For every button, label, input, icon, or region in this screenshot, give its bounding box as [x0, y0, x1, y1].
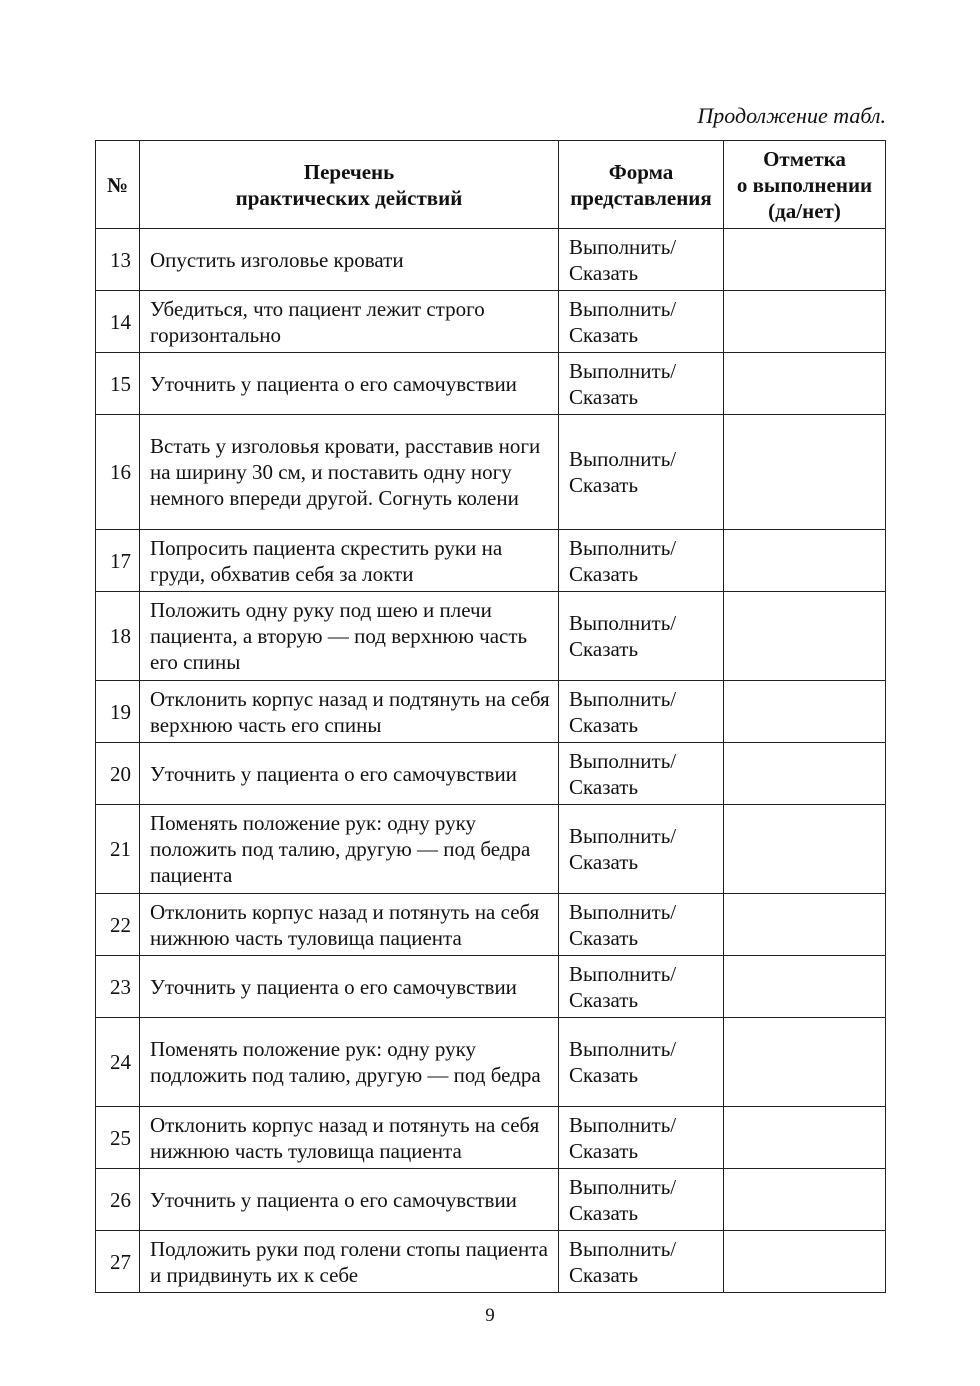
- row-number: 14: [96, 291, 140, 353]
- row-completion-mark: [724, 415, 886, 530]
- row-form: [559, 1169, 724, 1231]
- row-completion-mark: [724, 291, 886, 353]
- row-completion-mark: [724, 681, 886, 743]
- row-form: [559, 743, 724, 805]
- row-number: 18: [96, 592, 140, 681]
- table-row: [96, 1107, 886, 1169]
- row-form-line2: Сказать: [569, 850, 639, 874]
- row-number: 24: [96, 1018, 140, 1107]
- row-form: [559, 353, 724, 415]
- row-action: Отклонить корпус назад и потянуть на себя нижнюю часть туловища пациента: [140, 894, 559, 956]
- table-body: [96, 229, 886, 1293]
- row-form: [559, 681, 724, 743]
- table-row: [96, 1231, 886, 1293]
- row-completion-mark: [724, 229, 886, 291]
- row-number: 25: [96, 1107, 140, 1169]
- header-mark-line2: о выполнении: [736, 172, 873, 197]
- practical-actions-table: [95, 140, 886, 1293]
- table-row: [96, 291, 886, 353]
- row-form: [559, 1231, 724, 1293]
- header-mark-line1: Отметка: [763, 146, 846, 171]
- row-form-line1: Выполнить/: [569, 686, 677, 711]
- table-row: [96, 592, 886, 681]
- row-completion-mark: [724, 1018, 886, 1107]
- row-form-line2: Сказать: [569, 561, 639, 586]
- row-form-line2: Сказать: [569, 774, 639, 799]
- row-form-line2: Сказать: [569, 473, 639, 497]
- row-action: Подложить руки под голени стопы пациента и придвинуть их к себе: [140, 1231, 559, 1293]
- row-form: [559, 592, 724, 681]
- table-row: [96, 415, 886, 530]
- row-completion-mark: [724, 956, 886, 1018]
- row-form-line2: Сказать: [569, 987, 639, 1012]
- row-action: Отклонить корпус назад и подтянуть на себя верхнюю часть его спины: [140, 681, 559, 743]
- header-actions: [140, 141, 559, 229]
- row-completion-mark: [724, 1107, 886, 1169]
- row-form-line1: Выполнить/: [569, 611, 677, 635]
- row-completion-mark: [724, 894, 886, 956]
- row-number: 17: [96, 530, 140, 592]
- row-number: 23: [96, 956, 140, 1018]
- row-action: Поменять положение рук: одну руку положить под талию, другую — под бедра пациента: [140, 805, 559, 894]
- table-row: [96, 805, 886, 894]
- header-mark-line3: (да/нет): [768, 198, 841, 223]
- table-row: [96, 681, 886, 743]
- row-action: Отклонить корпус назад и потянуть на себя нижнюю часть туловища пациента: [140, 1107, 559, 1169]
- table-header-row: [96, 141, 886, 229]
- row-number: 26: [96, 1169, 140, 1231]
- table-row: [96, 229, 886, 291]
- header-mark: [724, 141, 886, 229]
- row-form-line2: Сказать: [569, 1262, 639, 1287]
- row-form-line1: Выполнить/: [569, 535, 677, 560]
- row-action: Опустить изголовье кровати: [140, 229, 559, 291]
- row-action: Положить одну руку под шею и плечи пациента, а вторую — под верхнюю часть его спины: [140, 592, 559, 681]
- header-num: №: [96, 141, 140, 229]
- table-continuation-caption: Продолжение табл.: [697, 103, 886, 128]
- row-action: Попросить пациента скрестить руки на груди, обхватив себя за локти: [140, 530, 559, 592]
- page-number: 9: [485, 1305, 495, 1326]
- row-number: 16: [96, 415, 140, 530]
- header-form: [559, 141, 724, 229]
- row-form-line1: Выполнить/: [569, 1236, 677, 1261]
- row-form: [559, 1018, 724, 1107]
- row-form: [559, 530, 724, 592]
- row-form: [559, 894, 724, 956]
- row-form-line1: Выполнить/: [569, 234, 677, 259]
- row-completion-mark: [724, 743, 886, 805]
- row-form: [559, 805, 724, 894]
- row-action: Встать у изголовья кровати, расставив ноги на ширину 30 см, и поставить одну ногу немного впереди другой. Согнуть колени: [140, 415, 559, 530]
- row-form: [559, 229, 724, 291]
- header-actions-line1: Перечень: [303, 159, 395, 184]
- row-form-line1: Выполнить/: [569, 296, 677, 321]
- row-completion-mark: [724, 1169, 886, 1231]
- row-number: 15: [96, 353, 140, 415]
- row-form-line2: Сказать: [569, 322, 639, 347]
- row-form-line1: Выполнить/: [569, 824, 677, 848]
- row-form-line2: Сказать: [569, 925, 639, 950]
- row-form-line2: Сказать: [569, 1200, 639, 1225]
- row-action: Убедиться, что пациент лежит строго горизонтально: [140, 291, 559, 353]
- row-form-line2: Сказать: [569, 712, 639, 737]
- row-number: 21: [96, 805, 140, 894]
- row-action: Уточнить у пациента о его самочувствии: [140, 353, 559, 415]
- row-number: 22: [96, 894, 140, 956]
- row-form-line2: Сказать: [569, 1138, 639, 1163]
- row-form-line1: Выполнить/: [569, 1037, 677, 1061]
- row-number: 19: [96, 681, 140, 743]
- row-form-line2: Сказать: [569, 384, 639, 409]
- table-row: [96, 353, 886, 415]
- header-actions-line2: практических действий: [235, 185, 463, 210]
- row-form-line1: Выполнить/: [569, 899, 677, 924]
- row-form: [559, 1107, 724, 1169]
- row-completion-mark: [724, 1231, 886, 1293]
- row-action: Поменять положение рук: одну руку подложить под талию, другую — под бедра: [140, 1018, 559, 1107]
- row-action: Уточнить у пациента о его самочувствии: [140, 956, 559, 1018]
- header-form-line2: представления: [570, 185, 712, 210]
- row-form-line2: Сказать: [569, 1063, 639, 1087]
- table-row: [96, 743, 886, 805]
- row-form-line2: Сказать: [569, 260, 639, 285]
- row-action: Уточнить у пациента о его самочувствии: [140, 743, 559, 805]
- table-row: [96, 530, 886, 592]
- header-form-line1: Форма: [608, 159, 674, 184]
- row-action: Уточнить у пациента о его самочувствии: [140, 1169, 559, 1231]
- row-form-line1: Выполнить/: [569, 447, 677, 471]
- table-row: [96, 1018, 886, 1107]
- row-completion-mark: [724, 530, 886, 592]
- table-row: [96, 894, 886, 956]
- row-number: 27: [96, 1231, 140, 1293]
- table-row: [96, 1169, 886, 1231]
- row-form-line1: Выполнить/: [569, 358, 677, 383]
- table-row: [96, 956, 886, 1018]
- row-number: 13: [96, 229, 140, 291]
- row-form-line1: Выполнить/: [569, 1174, 677, 1199]
- row-form-line2: Сказать: [569, 637, 639, 661]
- row-form-line1: Выполнить/: [569, 961, 677, 986]
- row-form-line1: Выполнить/: [569, 748, 677, 773]
- row-completion-mark: [724, 805, 886, 894]
- row-completion-mark: [724, 592, 886, 681]
- row-completion-mark: [724, 353, 886, 415]
- row-form: [559, 291, 724, 353]
- row-form: [559, 415, 724, 530]
- row-number: 20: [96, 743, 140, 805]
- row-form-line1: Выполнить/: [569, 1112, 677, 1137]
- row-form: [559, 956, 724, 1018]
